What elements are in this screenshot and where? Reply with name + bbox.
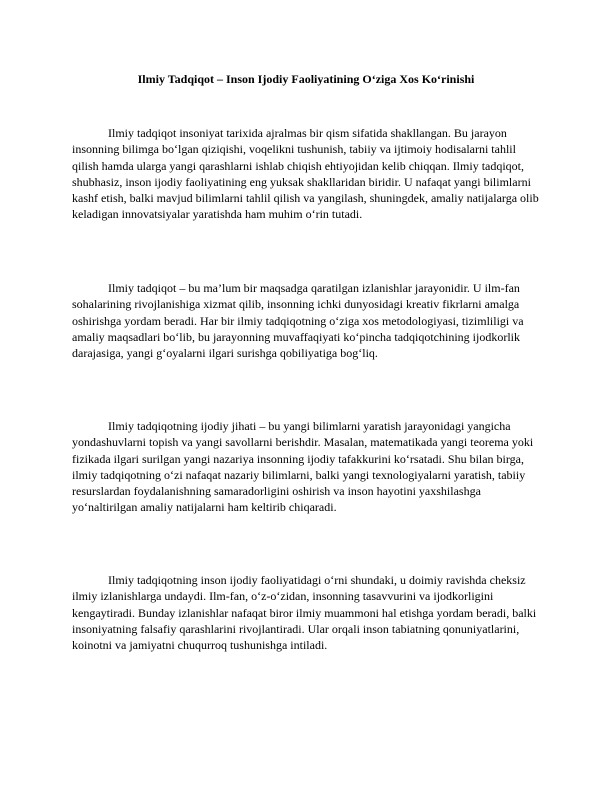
paragraph-4: Ilmiy tadqiqotning inson ijodiy faoliyatidagi o‘rni shundaki, u doimiy ravishda cheksiz ilmiy izlanishlarga undaydi. Ilm-fan, o‘z-o‘zidan, insonning tasavvurini va ijodkorligini kengaytiradi. Bunday izlanishlar nafaqat biror ilmiy muammoni hal etishga yordam beradi, balki insoniyatning falsafiy qarashlarini rivojlantiradi. Ular orqali inson tabiatning qonuniyatlarini, koinotni va jamiyatni chuqurroq tushunishga intiladi. xyxy=(72,573,537,653)
paragraph-3: Ilmiy tadqiqotning ijodiy jihati – bu yangi bilimlarni yaratish jarayonidagi yangicha yondashuvlarni topish va yangi savollarni berishdir. Masalan, matematikada yangi teorema yoki fizikada ilgari surilgan yangi nazariya insonning ijodiy tafakkurini ko‘rsatadi. Shu bilan birga, ilmiy tadqiqotning o‘zi nafaqat nazariy bilimlarni, balki yangi texnologiyalarni yaratish, tabiiy resurslardan foydalanishning samaradorligini oshirish va inson hayotini yaxshilashga yo‘naltirilgan amaliy natijalarni ham keltirib chiqaradi. xyxy=(72,419,534,515)
paragraph-2: Ilmiy tadqiqot – bu ma’lum bir maqsadga qaratilgan izlanishlar jarayonidir. U ilm-fan sohalarining rivojlanishiga xizmat qilib, insonning ichki dunyosidagi kreativ fikrlarni amalga oshirishga yordam beradi. Har bir ilmiy tadqiqotning o‘ziga xos metodologiyasi, tizimliligi va amaliy maqsadlari bo‘lib, bu jarayonning muvaffaqiyati ko‘pincha tadqiqotchining ijodkorlik darajasiga, yangi g‘oyalarni ilgari surishga qobiliyatiga bog‘liq. xyxy=(72,281,524,361)
document-title: Ilmiy Tadqiqot – Inson Ijodiy Faoliyatining O‘ziga Xos Ko‘rinishi xyxy=(137,72,475,86)
paragraph-1: Ilmiy tadqiqot insoniyat tarixida ajralmas bir qism sifatida shakllangan. Bu jarayon insonning bilimga bo‘lgan qiziqishi, voqelikni tushunish, tabiiy va ijtimoiy hodisalarni tahlil qilish hamda ularga yangi qarashlarni ishlab chiqish ehtiyojidan kelib chiqqan. Ilmiy tadqiqot, shubhasiz, inson ijodiy faoliyatining eng yuksak shakllaridan biridir. U nafaqat yangi bilimlarni kashf etish, balki mavjud bilimlarni tahlil qilish va yangilash, shuningdek, amaliy natijalarga olib keladigan innovatsiyalar yaratishda ham muhim o‘rin tutadi. xyxy=(72,126,539,222)
